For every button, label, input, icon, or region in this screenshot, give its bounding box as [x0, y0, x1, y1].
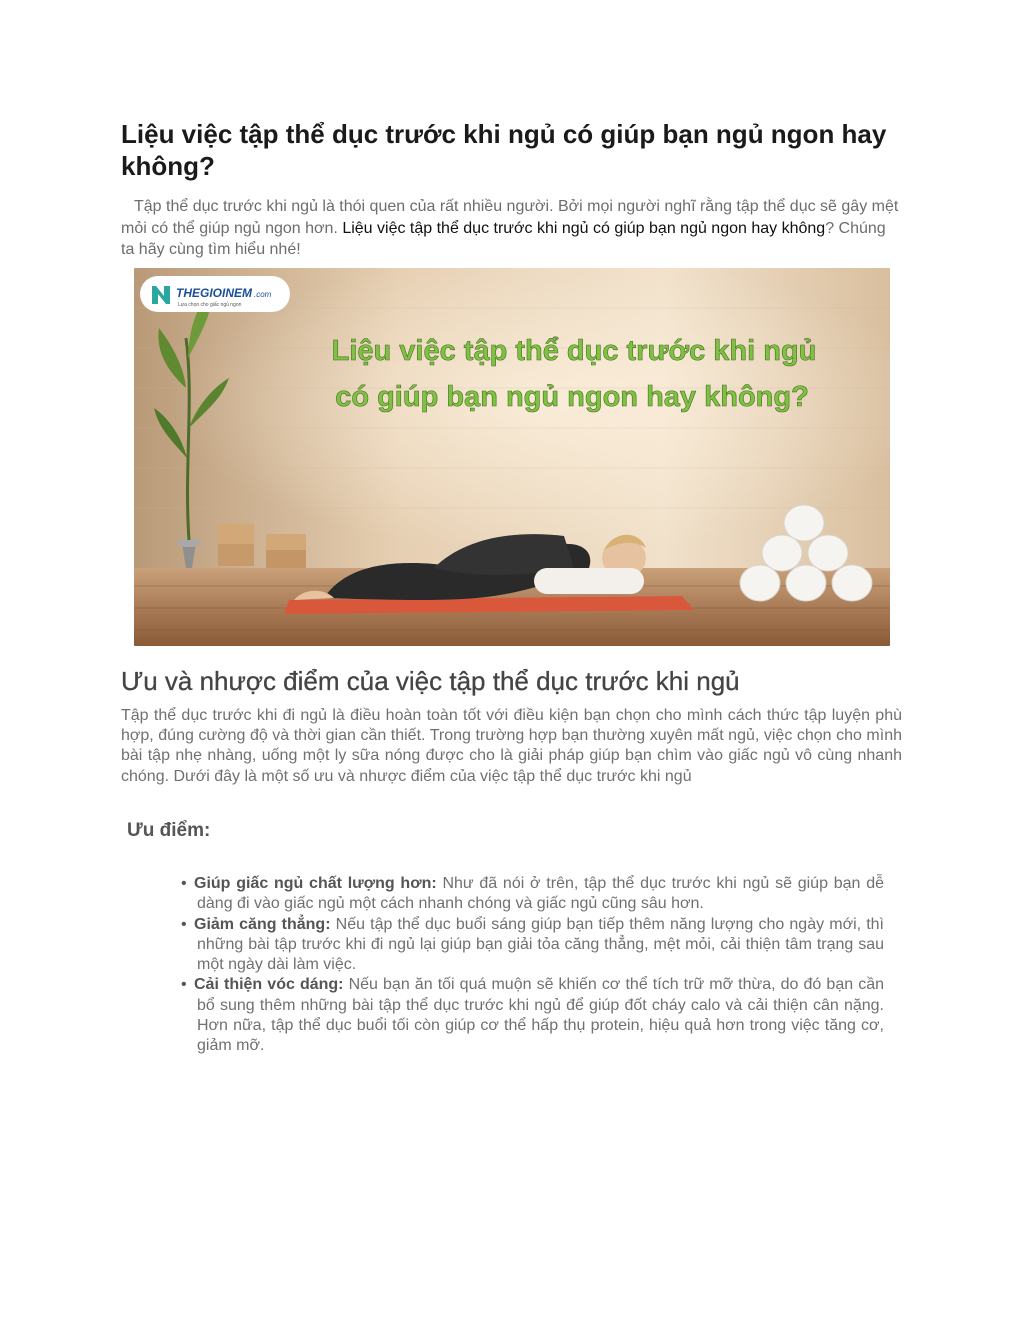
list-item-text: Nếu tập thể dục buổi sáng giúp bạn tiếp thêm năng lượng cho ngày mới, thì những bài tập trước khi đi ngủ lại giúp bạn giải tỏa căng thẳng, mệt mỏi, cải thiện tâm trạng sau một ngày dài làm việc. [197, 915, 885, 974]
bullet-icon: • [181, 976, 187, 994]
hero-image [134, 268, 890, 646]
section-heading: Ưu và nhược điểm của việc tập thể dục trước khi ngủ [121, 666, 740, 696]
bullet-icon: • [181, 875, 187, 892]
logo-tagline: Lựa chọn cho giấc ngủ ngon [178, 302, 242, 308]
list-item-text: Nếu bạn ăn tối quá muộn sẽ khiến cơ thể tích trữ mỡ thừa, do đó bạn cần bổ sung thêm những bài tập thể dục trước khi ngủ để giúp đốt cháy calo và cải thiện cân nặng. Hơn nữa, tập thể dục buổi tối còn giúp cơ thể hấp thụ protein, hiệu quả hơn trong việc tăng cơ, giảm mỡ. [197, 976, 884, 1055]
list-item [168, 874, 884, 915]
brand-logo [140, 276, 290, 312]
intro-link[interactable]: Liệu việc tập thể dục trước khi ngủ có giúp bạn ngủ ngon hay không [342, 219, 826, 237]
intro-text-1: Tập thể dục trước khi ngủ là thói quen của rất nhiều người. Bởi mọi người nghĩ rằng tập thể dục sẽ gây mệt mỏi có thể giúp ngủ ngon hơn. [121, 198, 899, 237]
section-paragraph: Tập thể dục trước khi đi ngủ là điều hoàn toàn tốt với điều kiện bạn chọn cho mình cách thức tập luyện phù hợp, đúng cường độ và thời gian cần thiết. Trong trường hợp bạn thường xuyên mất ngủ, việc chọn cho mình bài tập nhẹ nhàng, uống một ly sữa nóng được cho là giải pháp giúp bạn chìm vào giấc ngủ vô cùng nhanh chóng. Dưới đây là một số ưu và nhược điểm của việc tập thể dục trước khi ngủ [121, 707, 902, 785]
hero-illustration [134, 268, 890, 646]
list-item [168, 975, 884, 1056]
list-item-title: Giảm căng thẳng: [194, 915, 331, 933]
advantages-list [168, 874, 884, 1057]
list-item-text: Như đã nói ở trên, tập thể dục trước khi ngủ sẽ giúp bạn dễ dàng đi vào giấc ngủ một cách nhanh chóng và giấc ngủ cũng sâu hơn. [197, 875, 884, 913]
list-item-title: Giúp giấc ngủ chất lượng hơn: [194, 875, 437, 892]
hero-headline-line1: Liệu việc tập thể dục trước khi ngủ [331, 335, 817, 367]
bullet-icon: • [181, 915, 187, 933]
list-item-title: Cải thiện vóc dáng: [194, 976, 344, 994]
article-title: Liệu việc tập thể dục trước khi ngủ có giúp bạn ngủ ngon hay không? [121, 119, 887, 181]
intro-paragraph [121, 196, 901, 261]
intro-text-2: ? Chúng ta hãy cùng tìm hiểu nhé! [121, 219, 886, 258]
logo-suffix: .com [254, 290, 272, 299]
advantages-heading: Ưu điểm: [127, 820, 211, 841]
logo-text: THEGIOINEM [176, 286, 253, 300]
hero-headline-line2: có giúp bạn ngủ ngon hay không? [335, 381, 809, 413]
list-item [168, 915, 884, 976]
